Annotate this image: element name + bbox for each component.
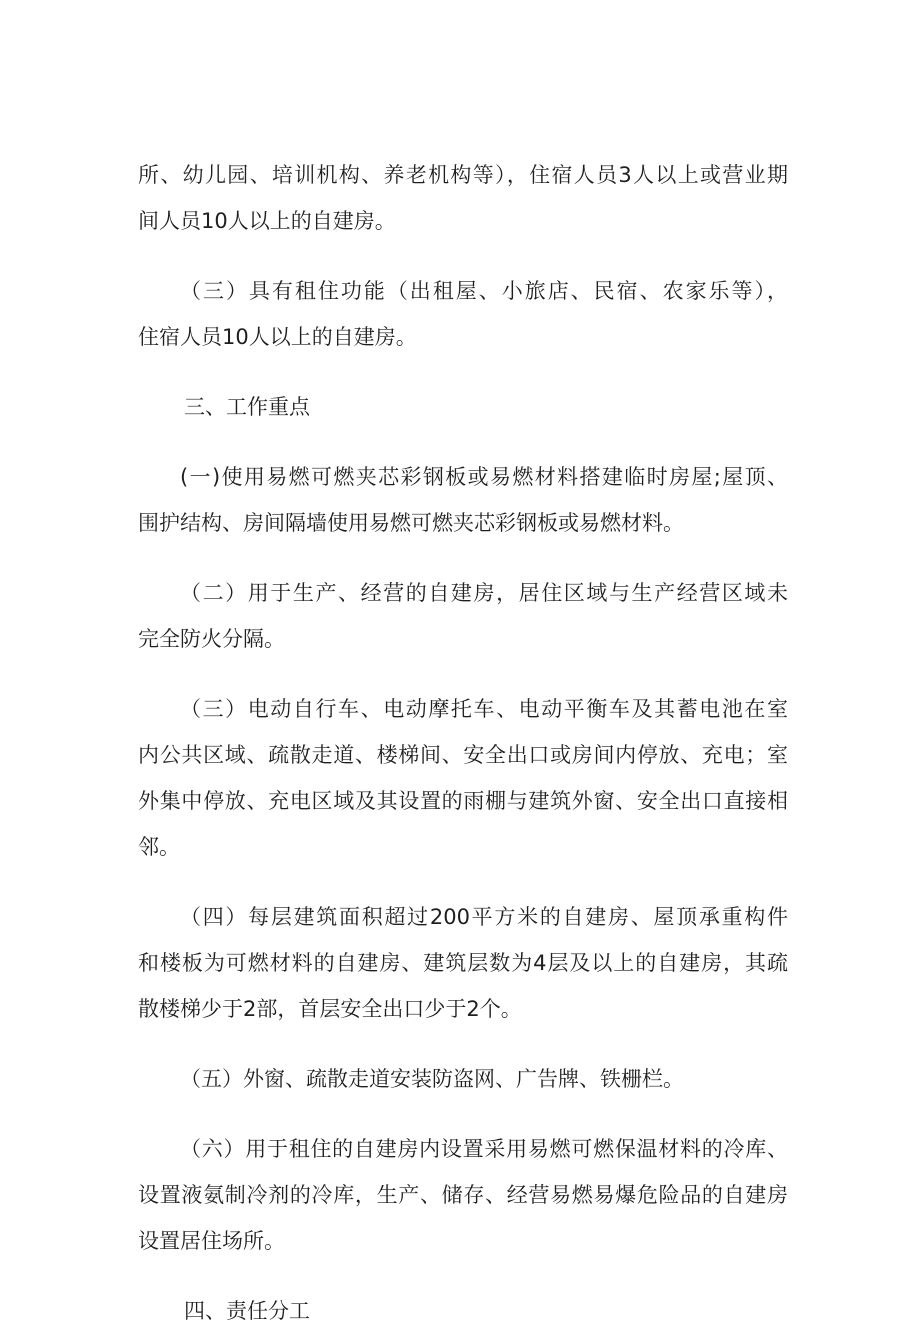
text-line: 所、幼儿园、培训机构、养老机构等），住宿人员3人以上或营业期 xyxy=(138,163,788,187)
paragraph-item-5-window-obstructions xyxy=(138,1056,788,1102)
text-line: 完全防火分隔。 xyxy=(138,627,285,651)
text-line: （二）用于生产、经营的自建房，居住区域与生产经营区域未 xyxy=(180,581,788,605)
text-line: 散楼梯少于2部，首层安全出口少于2个。 xyxy=(138,997,522,1021)
section-heading: 三、工作重点 xyxy=(184,395,310,419)
document-body xyxy=(138,152,788,1334)
paragraph-item-4-evacuation-stairs xyxy=(138,894,788,1032)
text-line: （三）电动自行车、电动摩托车、电动平衡车及其蓄电池在室 xyxy=(180,697,788,721)
paragraph-item-2-fire-separation xyxy=(138,570,788,662)
section-heading-work-focus xyxy=(138,384,788,430)
text-line: 外集中停放、充电区域及其设置的雨棚与建筑外窗、安全出口直接相 xyxy=(138,789,788,813)
text-line: （六）用于租住的自建房内设置采用易燃可燃保温材料的冷库、 xyxy=(180,1137,788,1161)
text-line: (一)使用易燃可燃夹芯彩钢板或易燃材料搭建临时房屋;屋顶、 xyxy=(180,465,788,489)
text-line: （五）外窗、疏散走道安装防盗网、广告牌、铁栅栏。 xyxy=(180,1067,684,1091)
paragraph-item-6-cold-storage xyxy=(138,1126,788,1264)
text-line: 邻。 xyxy=(138,835,180,859)
text-line: 内公共区域、疏散走道、楼梯间、安全出口或房间内停放、充电；室 xyxy=(138,743,788,767)
text-line: 设置居住场所。 xyxy=(138,1229,285,1253)
paragraph-occupancy-criteria-continued xyxy=(138,152,788,244)
section-heading: 四、责任分工 xyxy=(184,1299,310,1323)
text-line: （三）具有租住功能（出租屋、小旅店、民宿、农家乐等）， xyxy=(180,279,788,303)
text-line: 设置液氨制冷剂的冷库，生产、储存、经营易燃易爆危险品的自建房 xyxy=(138,1183,788,1207)
text-line: 围护结构、房间隔墙使用易燃可燃夹芯彩钢板或易燃材料。 xyxy=(138,511,684,535)
paragraph-rental-function xyxy=(138,268,788,360)
text-line: 间人员10人以上的自建房。 xyxy=(138,209,396,233)
section-heading-responsibilities xyxy=(138,1288,788,1334)
paragraph-item-1-flammable-materials xyxy=(138,454,788,546)
paragraph-item-3-e-bike-charging xyxy=(138,686,788,870)
text-line: 和楼板为可燃材料的自建房、建筑层数为4层及以上的自建房，其疏 xyxy=(138,951,788,975)
text-line: 住宿人员10人以上的自建房。 xyxy=(138,325,417,349)
text-line: （四）每层建筑面积超过200平方米的自建房、屋顶承重构件 xyxy=(180,905,788,929)
